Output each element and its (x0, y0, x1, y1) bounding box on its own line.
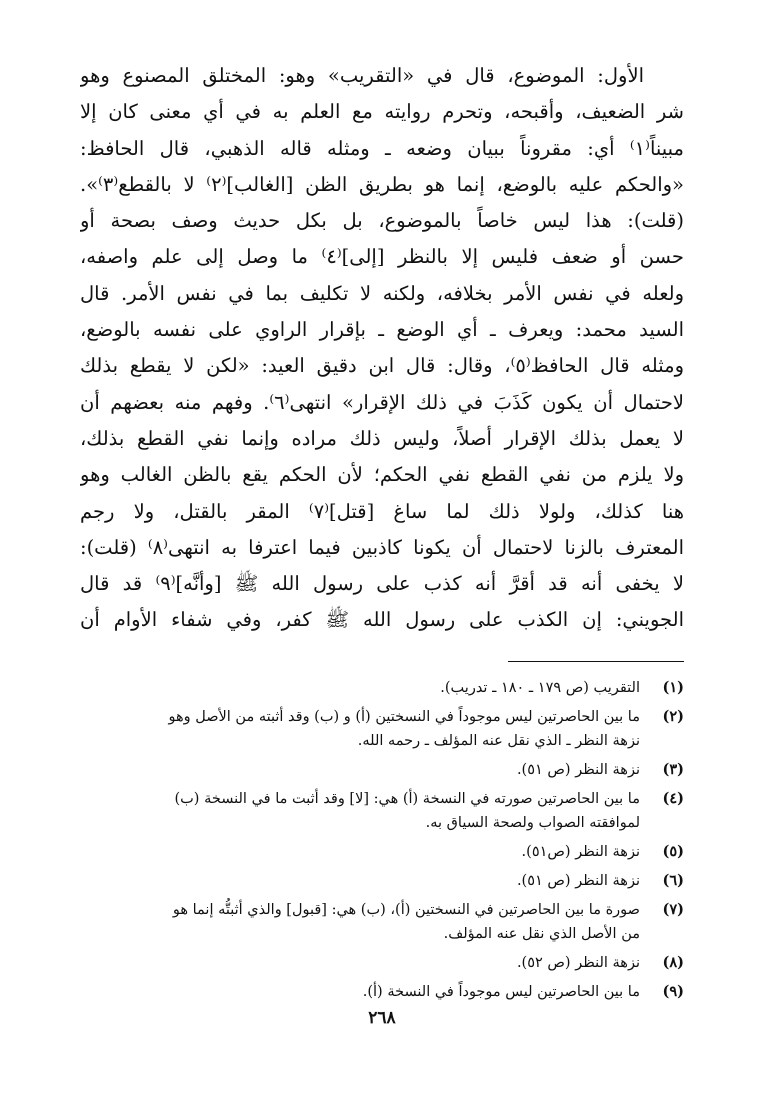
footnote (80, 980, 684, 1004)
text-line: (قلت): هذا ليس خاصاً بالموضوع، بل بكل حديث وصف بصحة أو (80, 209, 684, 233)
footnote-separator (508, 661, 684, 662)
main-text (80, 58, 684, 639)
footnote-number: (٩) (662, 983, 684, 1000)
text-line: ولا يلزم من نفي القطع نفي الحكم؛ لأن الحكم يقع بالظن الغالب وهو (80, 463, 684, 487)
text-line: الأول: الموضوع، قال في «التقريب» وهو: المختلق المصنوع وهو (80, 64, 644, 87)
footnote-number: (٢) (662, 708, 684, 725)
footnote-text: ما بين الحاصرتين صورته في النسخة (أ) هي: [لا] وقد أثبت ما في النسخة (ب) (174, 791, 640, 807)
footnote-text: ما بين الحاصرتين ليس موجوداً في النسخة (أ). (362, 984, 640, 1000)
text-line: المعترف بالزنا لاحتمال أن يكونا كاذبين فيما اعترفا به انتهى⁽٨⁾ (قلت): (80, 535, 684, 559)
footnote-text: نزهة النظر (ص ٥٢). (516, 955, 640, 971)
footnote (80, 787, 684, 835)
footnote (80, 898, 684, 946)
text-line: ومثله قال الحافظ⁽٥⁾، وقال: قال ابن دقيق العيد: «لكن لا يقطع بذلك (80, 354, 684, 378)
text-line: السيد محمد: ويعرف ـ أي الوضع ـ بإقرار الراوي على نفسه بالوضع، (80, 318, 684, 342)
footnote-text: صورة ما بين الحاصرتين في النسختين (أ)، (ب) هي: [قبول] والذي أثبتُّه إنما هو (172, 902, 640, 918)
text-line: لا يعمل بذلك الإقرار أصلاً، وليس ذلك مراده وإنما نفي القطع بذلك، (80, 426, 684, 450)
page-number: ٢٦٨ (368, 1008, 396, 1028)
footnote-text: نزهة النظر (ص٥١). (521, 844, 640, 860)
text-line: مبيناً⁽١⁾ أي: مقروناً ببيان وضعه ـ ومثله قاله الذهبي، قال الحافظ: (80, 136, 684, 160)
text-line: لاحتمال أن يكون كَذَبَ في ذلك الإقرار» انتهى⁽٦⁾. وفهم منه بعضهم أن (80, 390, 684, 414)
footnote-number: (٧) (662, 901, 684, 918)
footnote-number: (٥) (662, 843, 684, 860)
footnote (80, 869, 684, 893)
footnote (80, 705, 684, 753)
footnote-text: نزهة النظر ـ الذي نقل عنه المؤلف ـ رحمه الله. (357, 733, 640, 749)
footnote (80, 840, 684, 864)
footnote-number: (١) (662, 679, 684, 696)
footnote-number: (٤) (662, 790, 684, 807)
footnotes (80, 676, 684, 1009)
footnote-text: نزهة النظر (ص ٥١). (516, 762, 640, 778)
footnote (80, 676, 684, 700)
footnote (80, 951, 684, 975)
text-line: حسن أو ضعف فليس إلا بالنظر [إلى]⁽٤⁾ ما وصل إلى علم واصفه، (80, 245, 684, 269)
footnote-text: نزهة النظر (ص ٥١). (516, 873, 640, 889)
footnote-text: من الأصل الذي نقل عنه المؤلف. (443, 926, 640, 942)
text-line: لا يخفى أنه قد أقرَّ أنه كذب على رسول الله ﷺ [وأنَّه]⁽٩⁾ قد قال (80, 572, 684, 596)
footnote-text: ما بين الحاصرتين ليس موجوداً في النسختين (أ) و (ب) وقد أثبته من الأصل وهو (168, 709, 640, 725)
footnote-number: (٣) (662, 761, 684, 778)
book-page (80, 58, 684, 1068)
text-line: الجويني: إن الكذب على رسول الله ﷺ كفر، وفي شفاء الأوام أن (80, 608, 684, 632)
text-line: شر الضعيف، وأقبحه، وتحرم روايته مع العلم به في أي معنى كان إلا (80, 100, 684, 124)
text-line: ولعله في نفس الأمر بخلافه، ولكنه لا تكليف بما في نفس الأمر. قال (80, 281, 684, 305)
footnote-number: (٨) (662, 954, 684, 971)
footnote-text: لموافقته الصواب ولصحة السياق به. (425, 815, 640, 831)
text-line: هنا كذلك، ولولا ذلك لما ساغ [قتل]⁽٧⁾ المقر بالقتل، ولا رجم (80, 499, 684, 523)
footnote (80, 758, 684, 782)
footnote-number: (٦) (662, 872, 684, 889)
footnote-text: التقريب (ص ١٧٩ ـ ١٨٠ ـ تدريب). (440, 680, 640, 696)
text-line: «والحكم عليه بالوضع، إنما هو بطريق الظن [الغالب]⁽٢⁾ لا بالقطع⁽٣⁾». (80, 172, 684, 196)
